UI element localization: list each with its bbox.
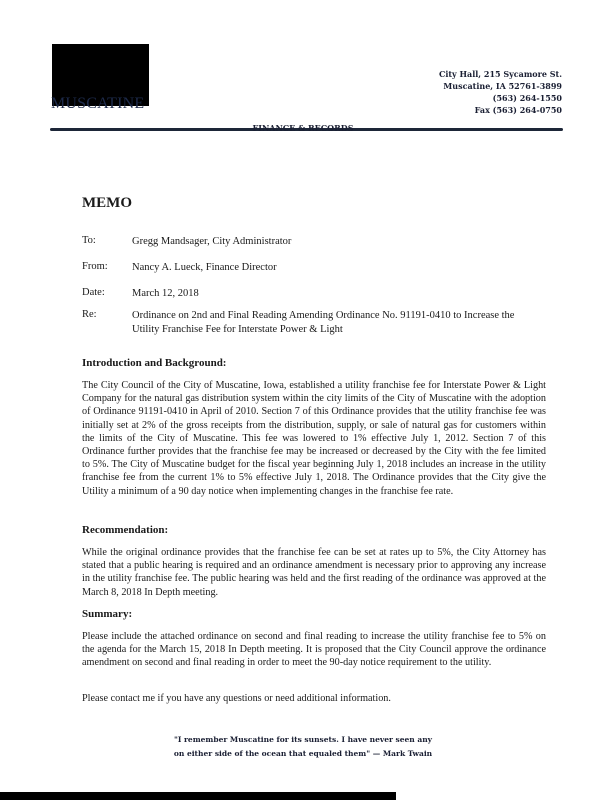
closing-line: Please contact me if you have any questions or need additional information. xyxy=(82,693,391,704)
quote-line: on either side of the ocean that equaled them" — Mark Twain xyxy=(173,749,433,758)
address-block xyxy=(439,68,562,116)
intro-paragraph: The City Council of the City of Muscatine, Iowa, established a utility franchise fee for Interstate Power & Light Company for the natural gas distribution system within the city limits of the City of Muscatine with the adoption of Ordinance 91191-0410 in April of 2010. Section 7 of this Ordinance provides that the utility franchise fee was initially set at 2% of the gross receipts from the distribution, supply, or sale of natural gas for customers within the limits of the City of Muscatine. This fee was lowered to 1% effective July 1, 2012. Section 7 of this Ordinance further provides that the franchise fee may be increased or decreased by the City with the fee limited to 5%. The City of Muscatine budget for the fiscal year beginning July 1, 2018 includes an increase in the utility franchise fee from the current 1% to 5% effective July 1, 2018. The Ordinance provides that the City give the Utility a minimum of a 90 day notice when implementing changes in the franchise fee rate. xyxy=(82,380,546,497)
address-line: City Hall, 215 Sycamore St. xyxy=(438,69,562,79)
memo-from xyxy=(82,261,277,273)
from-value: Nancy A. Lueck, Finance Director xyxy=(132,262,277,273)
fax-line: Fax (563) 264-0750 xyxy=(474,105,562,115)
summary-heading: Summary: xyxy=(82,608,133,620)
memo-to xyxy=(82,235,292,247)
to-label: To: xyxy=(82,235,96,246)
memo-date xyxy=(82,287,199,299)
footer-quote xyxy=(0,733,606,761)
from-label: From: xyxy=(82,261,108,272)
scan-edge-bar xyxy=(0,792,396,800)
re-value: Ordinance on 2nd and Final Reading Amending Ordinance No. 91191-0410 to Increase the Utility Franchise Fee for Interstate Power & Light xyxy=(132,310,515,335)
memo-title: MEMO xyxy=(82,195,132,211)
quote-line: "I remember Muscatine for its sunsets. I have never seen any xyxy=(173,735,433,744)
date-label: Date: xyxy=(82,287,105,298)
address-line: Muscatine, IA 52761-3899 xyxy=(443,81,562,91)
to-value: Gregg Mandsager, City Administrator xyxy=(132,236,292,247)
department-name: FINANCE & RECORDS xyxy=(252,123,354,133)
logo-text: MUSCATINE xyxy=(51,95,145,112)
recommendation-heading: Recommendation: xyxy=(82,524,169,536)
summary-paragraph: Please include the attached ordinance on second and final reading to increase the utility franchise fee to 5% on the agenda for the March 15, 2018 In Depth meeting. It is proposed that the City Council approve the ordinance amendment on second and final reading in order to meet the 90-day notice requirement to the utility. xyxy=(82,631,546,669)
intro-heading: Introduction and Background: xyxy=(82,357,227,369)
recommendation-paragraph: While the original ordinance provides that the franchise fee can be set at rates up to 5%, the City Attorney has stated that a public hearing is required and an ordinance amendment is necessary prior to approving any increase in the utility franchise fee. The public hearing was held and the first reading of the ordinance was approved at the March 8, 2018 In Depth meeting. xyxy=(82,547,546,598)
date-value: March 12, 2018 xyxy=(132,288,199,299)
phone-line: (563) 264-1550 xyxy=(492,93,562,103)
re-label: Re: xyxy=(82,309,97,320)
memo-re xyxy=(82,309,515,335)
